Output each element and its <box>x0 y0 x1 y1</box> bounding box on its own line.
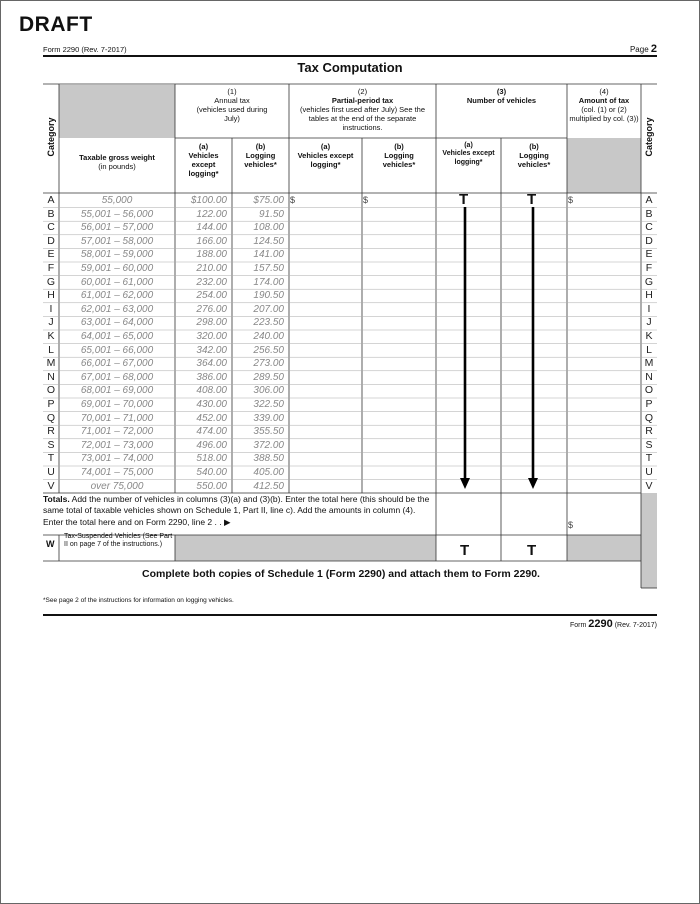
annual-tax-b: 355.50 <box>253 426 284 438</box>
category-letter: N <box>47 370 55 383</box>
category-label-left: Category <box>46 117 56 157</box>
gross-weight: 56,001 – 57,000 <box>80 222 154 234</box>
annual-tax-b: 388.50 <box>253 453 284 465</box>
draft-watermark: DRAFT <box>19 13 93 36</box>
shaded-side-bottom <box>641 493 657 588</box>
t-mark-w-a: T <box>460 542 470 559</box>
totals-amount-dollar: $ <box>568 520 574 530</box>
col1a-header: (a) Vehicles except logging* <box>188 142 219 178</box>
category-letter-right: G <box>644 275 654 288</box>
category-letter: K <box>47 330 55 342</box>
annual-tax-a: $100.00 <box>190 195 227 206</box>
annual-tax-a: 496.00 <box>196 439 227 451</box>
annual-tax-b: 141.00 <box>253 249 284 261</box>
category-letter-right: F <box>645 262 653 274</box>
col2b-dollar: $ <box>363 195 369 205</box>
totals-instruction: Totals. Add the number of vehicles in columns (3)(a) and (3)(b). Enter the total here (this should be the same total of taxable vehicles shown on Schedule 1, Part II, line c). Add the amounts in column (4). Enter the total here and on Form 2290, line 2 . . ▶ <box>43 494 430 527</box>
col4-header: (4) Amount of tax (col. (1) or (2) multiplied by col. (3)) <box>569 87 639 123</box>
category-letter-right: V <box>645 479 653 492</box>
annual-tax-a: 342.00 <box>196 344 227 356</box>
annual-tax-b: 91.50 <box>258 208 284 220</box>
col3-header: (3) Number of vehicles <box>466 87 537 105</box>
table-row <box>43 194 657 208</box>
annual-tax-a: 210.00 <box>196 263 227 274</box>
shaded-weight-header <box>59 85 175 138</box>
page-title: Tax Computation <box>297 60 403 75</box>
category-letter-right: R <box>645 425 653 438</box>
table-row <box>43 466 657 480</box>
annual-tax-b: 322.50 <box>253 399 284 410</box>
category-letter: H <box>47 289 55 302</box>
col2-header: (2) Partial-period tax (vehicles first used after July) See the tables at the end of the separate instructions. <box>299 87 426 132</box>
category-letter-right: S <box>645 438 653 451</box>
gross-weight: 67,001 – 68,000 <box>80 371 154 383</box>
table-row <box>43 289 657 303</box>
t-mark-3a: T <box>459 191 469 208</box>
category-letter: Q <box>46 411 56 424</box>
table-row <box>43 480 657 494</box>
annual-tax-b: 157.50 <box>253 263 284 274</box>
annual-tax-a: 518.00 <box>196 453 227 465</box>
category-letter: A <box>47 194 55 206</box>
table-row <box>43 235 657 249</box>
gross-weight: 58,001 – 59,000 <box>80 249 154 261</box>
gross-weight: 66,001 – 67,000 <box>80 358 154 370</box>
annual-tax-a: 254.00 <box>196 290 227 302</box>
gross-weight: 63,001 – 64,000 <box>80 317 154 329</box>
table-row <box>43 371 657 385</box>
category-letter: M <box>46 357 56 370</box>
category-letter-right: A <box>645 194 653 206</box>
annual-tax-b: 273.00 <box>253 358 284 370</box>
weight-header: Taxable gross weight (in pounds) <box>79 153 155 171</box>
gross-weight: 57,001 – 58,000 <box>80 235 154 247</box>
annual-tax-b: 405.00 <box>253 467 284 478</box>
annual-tax-b: 412.50 <box>253 480 284 492</box>
category-letter-right: H <box>645 289 653 302</box>
suspended-vehicles-text: Tax-Suspended Vehicles (See Part II on page 7 of the instructions.) <box>64 533 173 549</box>
category-letter: T <box>47 452 55 465</box>
col2a-dollar: $ <box>290 195 296 205</box>
annual-tax-b: 124.50 <box>253 235 284 247</box>
gross-weight: 64,001 – 65,000 <box>80 331 154 342</box>
category-letter-right: L <box>646 343 652 356</box>
gross-weight: 70,001 – 71,000 <box>80 412 154 424</box>
category-letter: I <box>49 302 53 315</box>
annual-tax-a: 188.00 <box>196 249 227 261</box>
category-letter-right: M <box>644 357 654 370</box>
annual-tax-a: 276.00 <box>196 303 227 315</box>
annual-tax-a: 166.00 <box>196 235 227 247</box>
annual-tax-a: 550.00 <box>196 480 227 492</box>
annual-tax-b: 174.00 <box>253 276 284 288</box>
annual-tax-a: 144.00 <box>196 222 227 234</box>
category-letter: P <box>47 398 55 410</box>
col3a-header: (a) Vehicles except logging* <box>442 142 495 166</box>
category-letter-right: K <box>645 330 653 342</box>
gross-weight: 68,001 – 69,000 <box>80 385 154 397</box>
category-letter-right: I <box>647 302 651 315</box>
category-letter: R <box>47 425 55 438</box>
category-letter: F <box>47 262 55 274</box>
annual-tax-b: $75.00 <box>253 195 284 206</box>
col3b-header: (b) Logging vehicles* <box>517 142 551 169</box>
category-letter-right: C <box>645 221 653 234</box>
annual-tax-a: 540.00 <box>196 467 227 478</box>
gross-weight: over 75,000 <box>90 480 144 492</box>
category-letter-right: T <box>645 452 653 465</box>
annual-tax-b: 240.00 <box>253 331 284 342</box>
col1-header: (1) Annual tax (vehicles used during July) <box>196 87 268 123</box>
footnote: *See page 2 of the instructions for information on logging vehicles. <box>43 597 234 604</box>
annual-tax-a: 364.00 <box>196 358 227 370</box>
annual-tax-b: 289.50 <box>253 371 284 383</box>
shaded-w-amount <box>567 535 641 561</box>
table-row <box>43 262 657 276</box>
table-row <box>43 344 657 358</box>
annual-tax-b: 223.50 <box>253 317 284 329</box>
t-mark-3b: T <box>527 191 537 208</box>
table-row <box>43 208 657 222</box>
annual-tax-a: 430.00 <box>196 399 227 410</box>
gross-weight: 59,001 – 60,000 <box>80 263 154 274</box>
category-letter-right: D <box>645 234 653 247</box>
annual-tax-b: 339.00 <box>253 412 284 424</box>
annual-tax-a: 408.00 <box>196 385 227 397</box>
col4-dollar: $ <box>568 195 574 205</box>
t-mark-w-b: T <box>527 542 537 559</box>
table-row <box>43 357 657 371</box>
category-letter: D <box>47 234 55 247</box>
annual-tax-a: 474.00 <box>196 426 227 438</box>
table-row <box>43 330 657 344</box>
row-w-label: W <box>46 539 55 549</box>
gross-weight: 61,001 – 62,000 <box>80 290 154 302</box>
gross-weight: 74,001 – 75,000 <box>80 467 154 478</box>
gross-weight: 73,001 – 74,000 <box>80 453 154 465</box>
category-letter: E <box>47 248 55 261</box>
gross-weight: 65,001 – 66,000 <box>80 344 154 356</box>
annual-tax-b: 306.00 <box>253 385 284 397</box>
category-letter-right: J <box>646 316 652 329</box>
table-row <box>43 425 657 439</box>
category-letter: L <box>48 343 54 356</box>
annual-tax-a: 298.00 <box>196 317 227 329</box>
annual-tax-a: 452.00 <box>196 412 227 424</box>
page-number: Page 2 <box>629 43 657 55</box>
annual-tax-a: 320.00 <box>196 331 227 342</box>
category-letter: V <box>47 479 55 492</box>
shaded-w-mid <box>175 535 436 561</box>
category-letter: U <box>47 466 55 478</box>
gross-weight: 55,000 <box>101 195 133 206</box>
table-row <box>43 276 657 290</box>
category-letter-right: P <box>645 398 653 410</box>
category-letter-right: U <box>645 466 653 478</box>
table-row <box>43 452 657 466</box>
gross-weight: 62,001 – 63,000 <box>80 303 154 315</box>
annual-tax-a: 232.00 <box>196 276 227 288</box>
category-letter: B <box>47 207 55 220</box>
table-row <box>43 412 657 426</box>
annual-tax-b: 190.50 <box>253 290 284 302</box>
annual-tax-b: 108.00 <box>253 222 284 234</box>
annual-tax-b: 207.00 <box>253 303 284 315</box>
table-row <box>43 303 657 317</box>
annual-tax-a: 386.00 <box>196 371 227 383</box>
table-row <box>43 316 657 330</box>
gross-weight: 69,001 – 70,000 <box>80 399 154 410</box>
table-row <box>43 398 657 412</box>
category-letter-right: O <box>644 384 654 397</box>
table-row <box>43 248 657 262</box>
category-letter: O <box>46 384 56 397</box>
footer-form: Form 2290 (Rev. 7-2017) <box>569 618 657 630</box>
category-letter-right: N <box>645 370 653 383</box>
category-letter: S <box>47 438 55 451</box>
form-revision: Form 2290 (Rev. 7-2017) <box>43 45 127 54</box>
gross-weight: 60,001 – 61,000 <box>80 276 154 288</box>
table-row <box>43 384 657 398</box>
category-letter: G <box>46 275 56 288</box>
col2a-header: (a) Vehicles except logging* <box>297 142 354 169</box>
table-row <box>43 221 657 235</box>
category-letter-right: Q <box>644 411 654 424</box>
annual-tax-b: 256.50 <box>253 344 284 356</box>
category-letter-right: E <box>645 248 653 261</box>
schedule-instruction: Complete both copies of Schedule 1 (Form 2290) and attach them to Form 2290. <box>142 568 540 580</box>
category-letter-right: B <box>645 207 653 220</box>
gross-weight: 71,001 – 72,000 <box>80 426 154 438</box>
col1b-header: (b) Logging vehicles* <box>244 142 277 169</box>
gross-weight: 55,001 – 56,000 <box>80 208 154 220</box>
table-row <box>43 439 657 453</box>
category-letter: C <box>47 221 55 234</box>
shaded-amount-header <box>567 138 641 193</box>
category-label-right: Category <box>644 117 654 157</box>
col2b-header: (b) Logging vehicles* <box>382 142 416 169</box>
category-letter: J <box>48 316 54 329</box>
annual-tax-a: 122.00 <box>196 208 227 220</box>
annual-tax-b: 372.00 <box>253 439 284 451</box>
gross-weight: 72,001 – 73,000 <box>80 439 154 451</box>
